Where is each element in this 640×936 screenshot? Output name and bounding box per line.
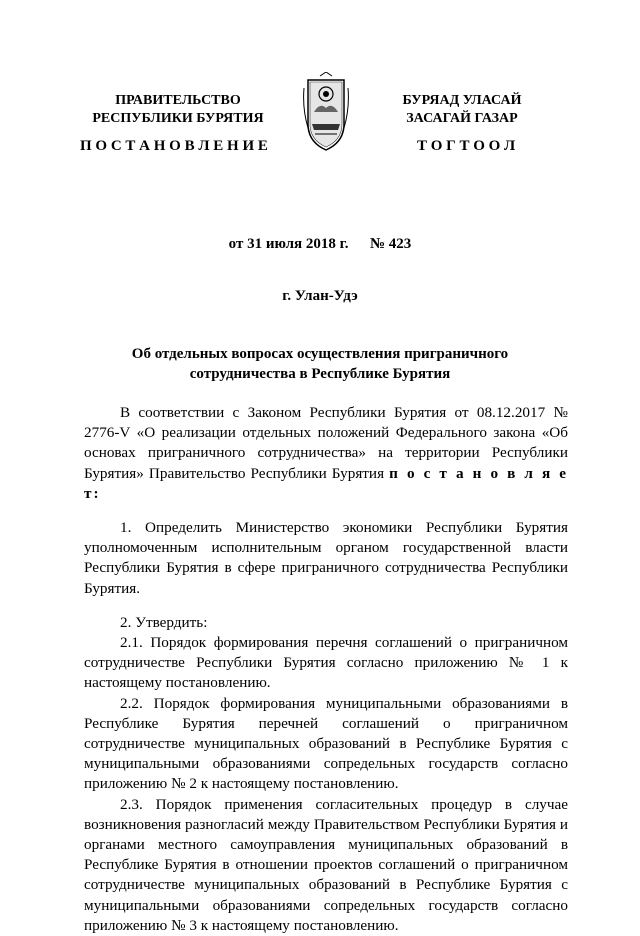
decree-title-left: П О С Т А Н О В Л Е Н И Е <box>80 138 268 154</box>
header-right-line2: ЗАСАГАЙ ГАЗАР <box>406 111 518 126</box>
document-title-line1: Об отдельных вопросах осуществления приграничного <box>131 346 509 362</box>
document-title <box>0 344 640 384</box>
preamble-paragraph <box>84 403 568 504</box>
decree-place: г. Улан-Удэ <box>282 288 358 304</box>
paragraph-2: 2. Утвердить: <box>120 613 208 631</box>
header-left-line2: РЕСПУБЛИКИ БУРЯТИЯ <box>92 111 264 126</box>
decree-date: от 31 июля 2018 г. <box>228 236 349 252</box>
header-left-line1: ПРАВИТЕЛЬСТВО <box>115 93 241 108</box>
document-title-line2: сотрудничества в Республике Бурятия <box>189 366 451 382</box>
decree-word: п о с т а н о в л я е т: <box>84 464 569 502</box>
paragraph-2-1: 2.1. Порядок формирования перечня соглашений о приграничном сотрудничестве Республики Бурятия согласно приложению № 1 к настоящему постановлению. <box>84 634 568 692</box>
coat-of-arms-icon <box>300 72 352 152</box>
preamble-text: В соответствии с Законом Республики Бурятия от 08.12.2017 № 2776-V «О реализации отдельных положений Федерального закона «Об основах приграничного сотрудничества» на территории Республики Бурятия» Правительство Республики Бурятия <box>84 404 568 482</box>
header-left <box>58 92 298 128</box>
decree-number: № 423 <box>369 236 412 252</box>
header-right-line1: БУРЯАД УЛАСАЙ <box>402 93 522 108</box>
paragraph-2-3: 2.3. Порядок применения согласительных процедур в случае возникновения разногласий между Правительством Республики Бурятия и органами местного самоуправления муниципальных образований в Республике Бурятия в отношении проектов соглашений о приграничном сотрудничестве муниципальных образований в Республике Бурятия с муниципальными образованиями сопредельных государств согласно приложению № 3 к настоящему постановлению. <box>84 795 568 934</box>
paragraph-2-2: 2.2. Порядок формирования муниципальными образованиями в Республике Бурятия перечней соглашений о приграничном сотрудничестве муниципальных образований в Республике Бурятия с муниципальными образованиями сопредельных государств согласно приложению № 2 к настоящему постановлению. <box>84 694 568 793</box>
document-body <box>84 403 568 936</box>
date-number-line <box>0 236 640 253</box>
paragraph-1: 1. Определить Министерство экономики Республики Бурятия уполномоченным исполнительным органом государственной власти Республики Бурятия в сфере приграничного сотрудничества Республики Бурятия. <box>84 519 568 597</box>
decree-title-right: Т О Г Т О О Л <box>417 138 516 154</box>
header-right <box>342 92 582 128</box>
